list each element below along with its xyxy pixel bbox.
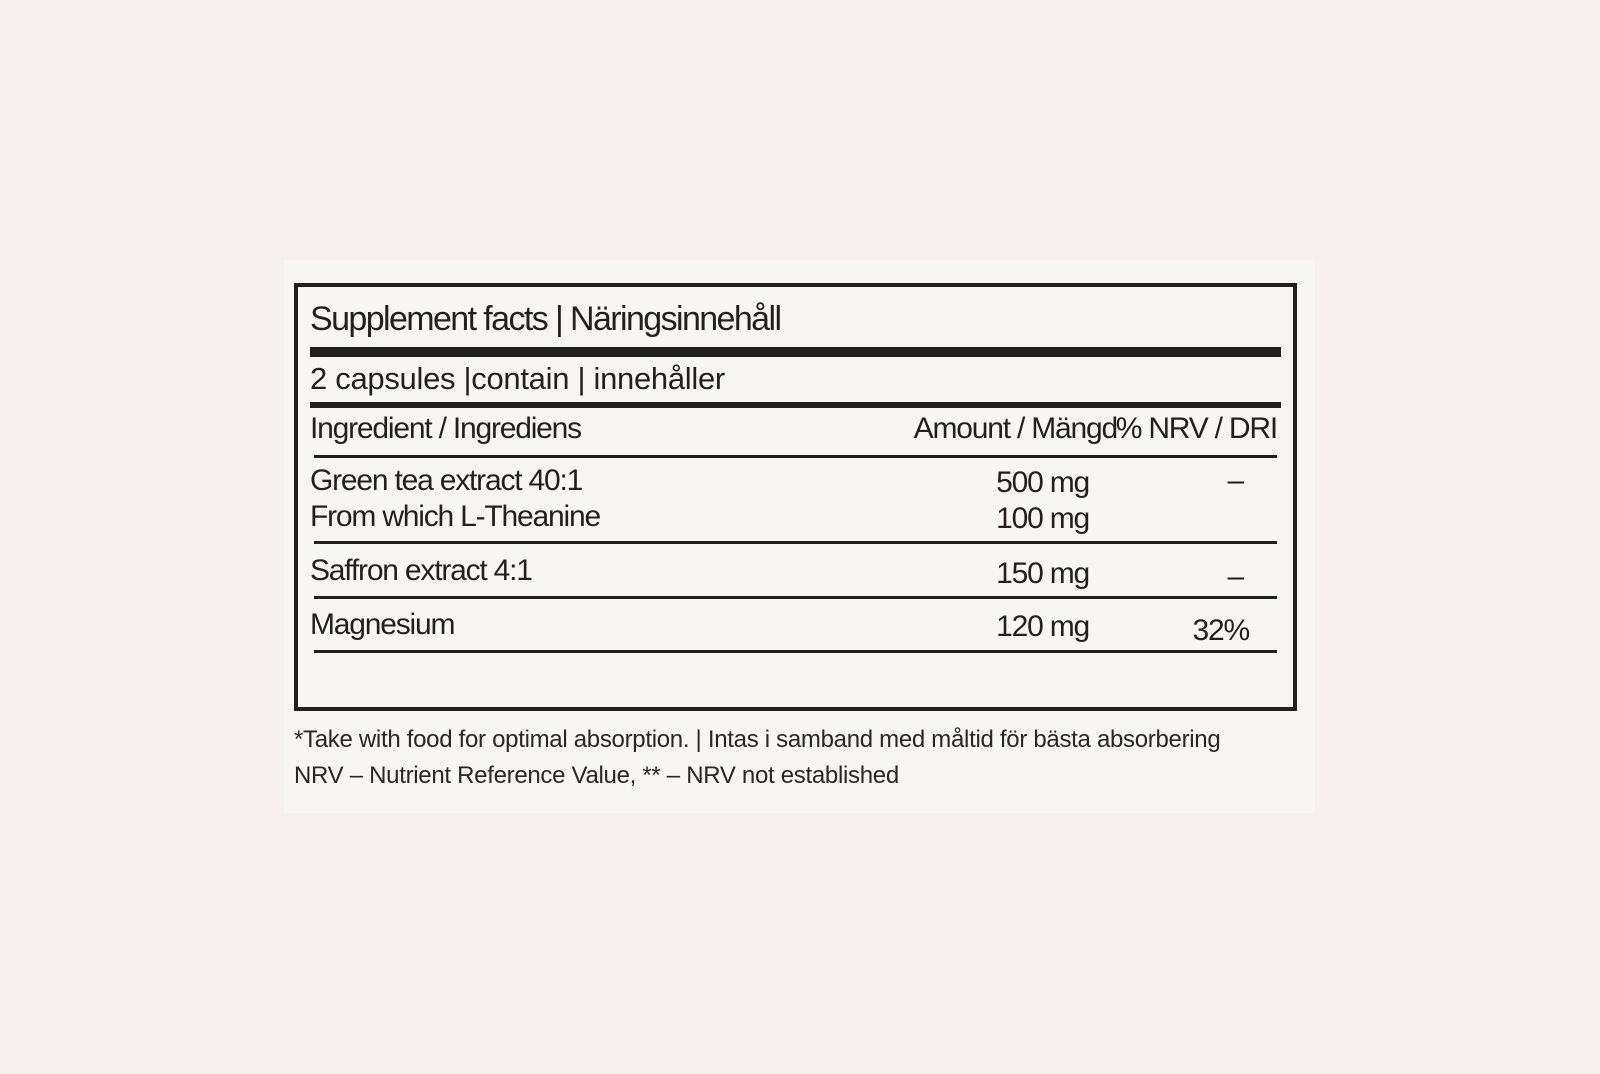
footnotes: [294, 722, 1220, 794]
ingredient-nrv: –: [1227, 560, 1243, 593]
supplement-facts-card: [284, 260, 1315, 813]
ingredient-amount: 150 mg: [996, 557, 1089, 590]
ingredient-name: Magnesium: [310, 608, 455, 641]
ingredient-name: Green tea extract 40:1: [310, 464, 583, 497]
row-divider: [314, 650, 1277, 653]
footnote-line: NRV – Nutrient Reference Value, ** – NRV not established: [294, 762, 899, 789]
header-divider: [314, 455, 1277, 458]
title-divider: [310, 347, 1281, 357]
supplement-facts-box: [294, 283, 1297, 711]
ingredient-name: Saffron extract 4:1: [310, 554, 532, 587]
serving-divider: [310, 402, 1281, 408]
ingredient-name: From which L-Theanine: [310, 500, 600, 533]
ingredient-nrv: –: [1227, 464, 1243, 497]
header-amount: Amount / Mängd: [913, 412, 1117, 445]
footnote-line: *Take with food for optimal absorption. | Intas i samband med måltid för bästa absorbering: [294, 726, 1221, 753]
row-divider: [314, 541, 1277, 544]
ingredient-amount: 120 mg: [996, 610, 1089, 643]
header-ingredient: Ingredient / Ingrediens: [310, 412, 581, 445]
ingredient-nrv: 32%: [1192, 614, 1249, 647]
ingredient-amount: 500 mg: [996, 466, 1089, 499]
facts-title: Supplement facts | Näringsinnehåll: [310, 300, 781, 338]
row-divider: [314, 596, 1277, 599]
serving-size: 2 capsules |contain | innehåller: [310, 361, 725, 396]
ingredient-amount: 100 mg: [996, 502, 1089, 535]
header-nrv: % NRV / DRI: [1115, 412, 1277, 445]
